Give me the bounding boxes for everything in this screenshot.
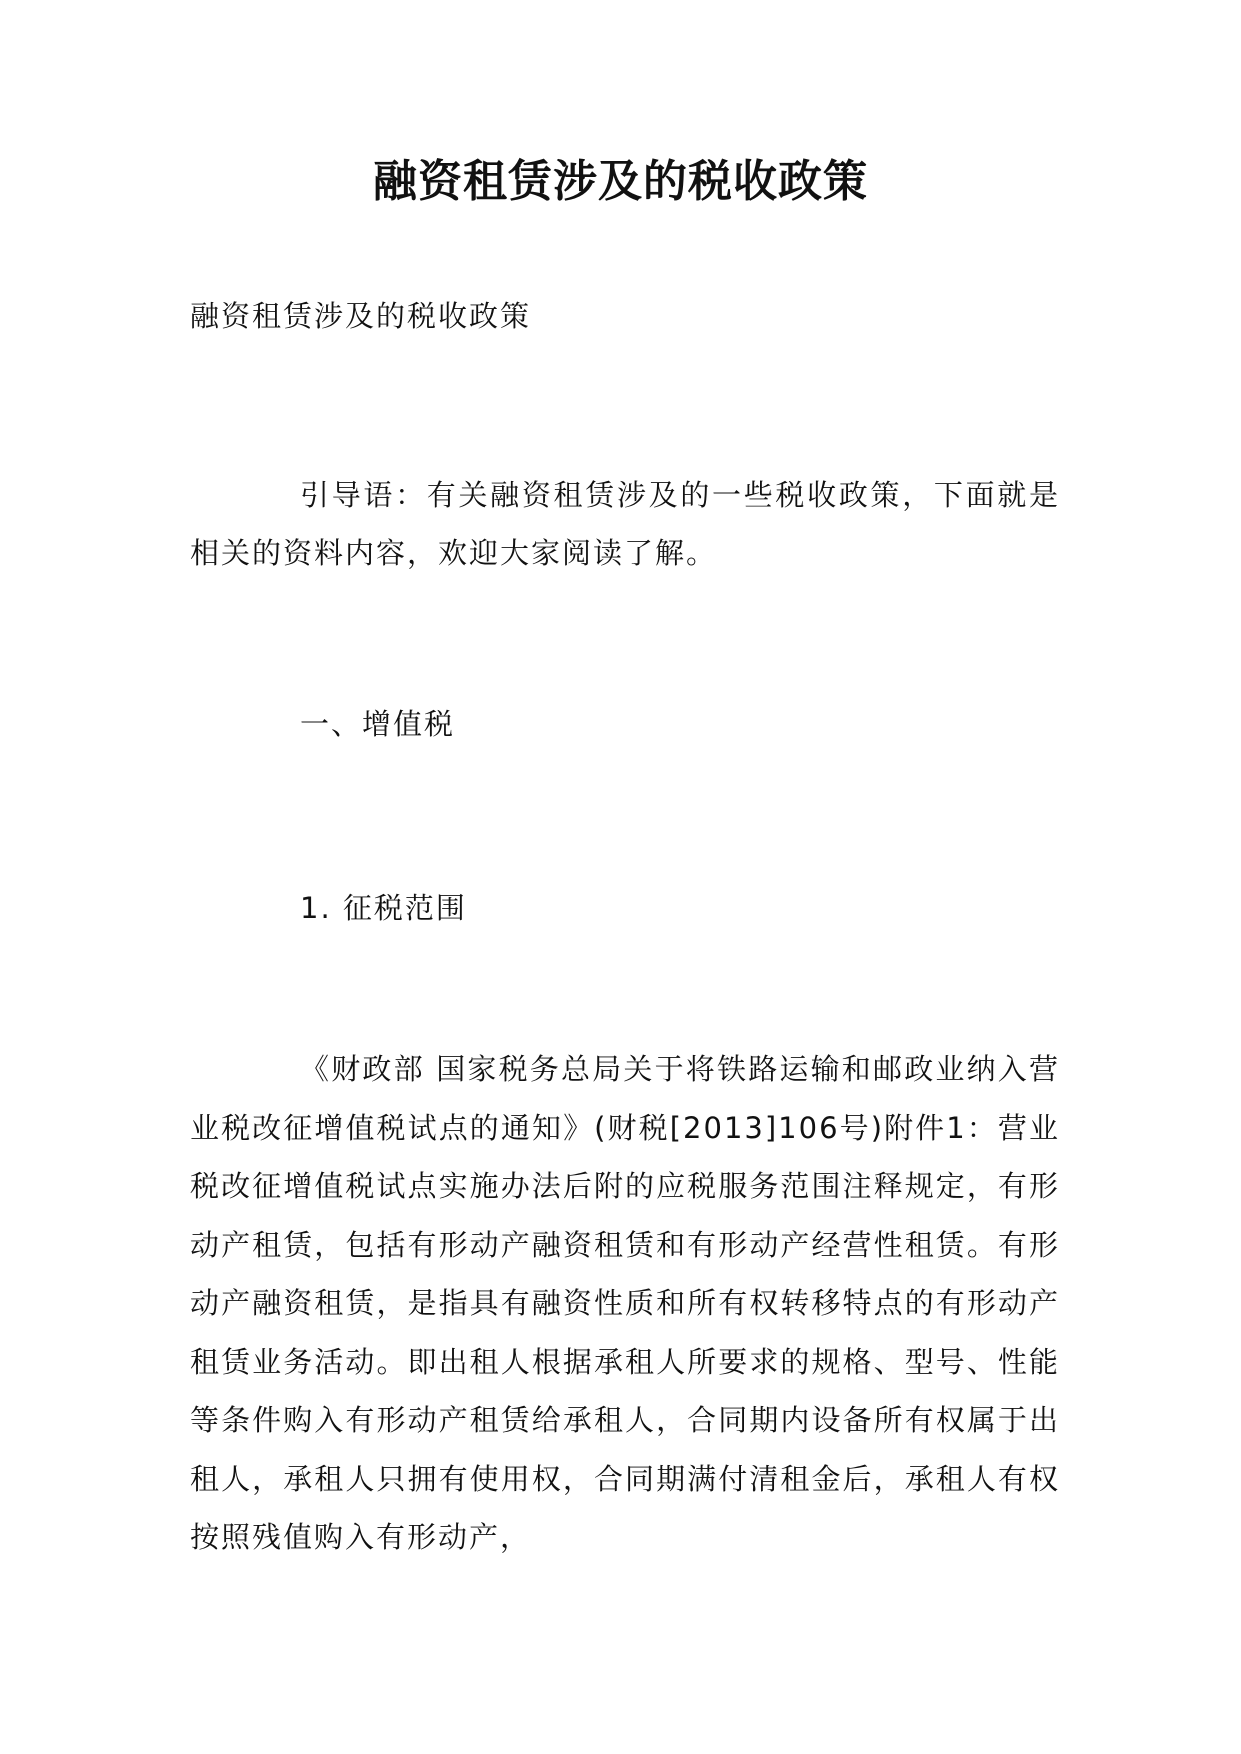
subsection-heading: 1. 征税范围 [300,891,467,925]
document-subtitle: 融资租赁涉及的税收政策 [190,299,532,333]
document-title: 融资租赁涉及的税收政策 [373,156,868,207]
intro-paragraph: 引导语：有关融资租赁涉及的一些税收政策，下面就是相关的资料内容，欢迎大家阅读了解。 [190,478,1060,570]
body-paragraph: 《财政部 国家税务总局关于将铁路运输和邮政业纳入营业税改征增值税试点的通知》(财税[2013]106号)附件1：营业税改征增值税试点实施办法后附的应税服务范围注释规定，有形动产租赁，包括有形动产融资租赁和有形动产经营性租赁。有形动产融资租赁，是指具有融资性质和所有权转移特点的有形动产租赁业务活动。即出租人根据承租人所要求的规格、型号、性能等条件购入有形动产租赁给承租人，合同期内设备所有权属于出租人，承租人只拥有使用权，合同期满付清租金后，承租人有权按照残值购入有形动产， [190,1052,1060,1554]
section-heading: 一、增值税 [300,707,456,741]
